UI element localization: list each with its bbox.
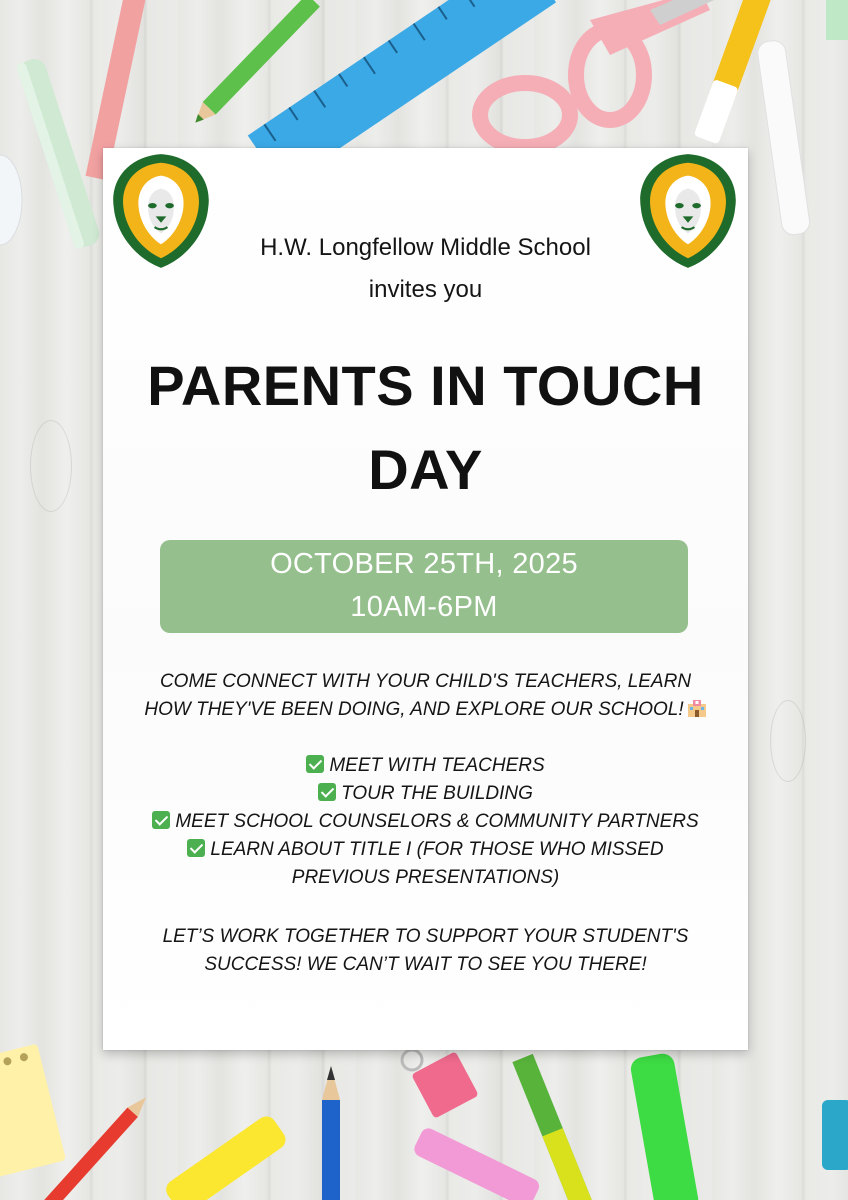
spiral-notebook <box>0 1044 66 1179</box>
teal-sharpener <box>822 1100 848 1170</box>
checklist-item <box>103 780 748 808</box>
event-title-line: DAY <box>368 438 483 501</box>
event-date: OCTOBER 25TH, 2025 <box>270 548 578 580</box>
intro-paragraph <box>103 668 748 724</box>
checklist-item <box>103 808 748 836</box>
invite-text: invites you <box>368 276 483 303</box>
checklist-item-text: TOUR THE BUILDING <box>341 783 533 804</box>
closing-line: LET’S WORK TOGETHER TO SUPPORT YOUR STUDENT'S <box>162 926 689 947</box>
chalk-stick-white <box>756 39 811 236</box>
invitation-poster <box>103 148 748 1050</box>
blue-pencil <box>322 1066 340 1200</box>
green-marker <box>629 1052 700 1200</box>
white-eraser <box>0 155 22 245</box>
school-building-icon <box>687 698 707 718</box>
intro-line-text: HOW THEY'VE BEEN DOING, AND EXPLORE OUR SCHOOL! <box>144 699 684 720</box>
checkmark-icon <box>318 783 336 801</box>
binder-clip <box>402 1050 479 1119</box>
checkmark-icon <box>152 811 170 829</box>
closing-line: SUCCESS! WE CAN’T WAIT TO SEE YOU THERE! <box>204 954 647 975</box>
event-title-line: PARENTS IN TOUCH <box>147 354 704 417</box>
checklist-item-text: MEET SCHOOL COUNSELORS & COMMUNITY PARTNERS <box>175 811 699 832</box>
checkmark-icon <box>187 839 205 857</box>
date-time-banner <box>160 540 688 633</box>
checklist-item-text: LEARN ABOUT TITLE I (FOR THOSE WHO MISSED <box>210 839 664 860</box>
intro-line: COME CONNECT WITH YOUR CHILD'S TEACHERS, LEARN <box>159 671 692 692</box>
checklist-item-continuation: PREVIOUS PRESENTATIONS) <box>291 867 560 888</box>
checklist-item <box>103 836 748 864</box>
checklist-item <box>103 752 748 780</box>
event-title <box>103 344 748 512</box>
chalk-stick-green <box>15 56 102 250</box>
school-name: H.W. Longfellow Middle School <box>260 234 591 261</box>
yellow-marker <box>162 1113 289 1200</box>
checklist-item-text: MEET WITH TEACHERS <box>329 755 545 776</box>
event-time: 10AM-6PM <box>350 591 498 623</box>
checkmark-icon <box>306 755 324 773</box>
intro-line <box>103 696 748 724</box>
closing-paragraph <box>103 923 748 979</box>
activity-checklist <box>103 752 748 892</box>
pink-highlighter <box>412 1126 542 1200</box>
green-sharpener <box>826 0 848 40</box>
